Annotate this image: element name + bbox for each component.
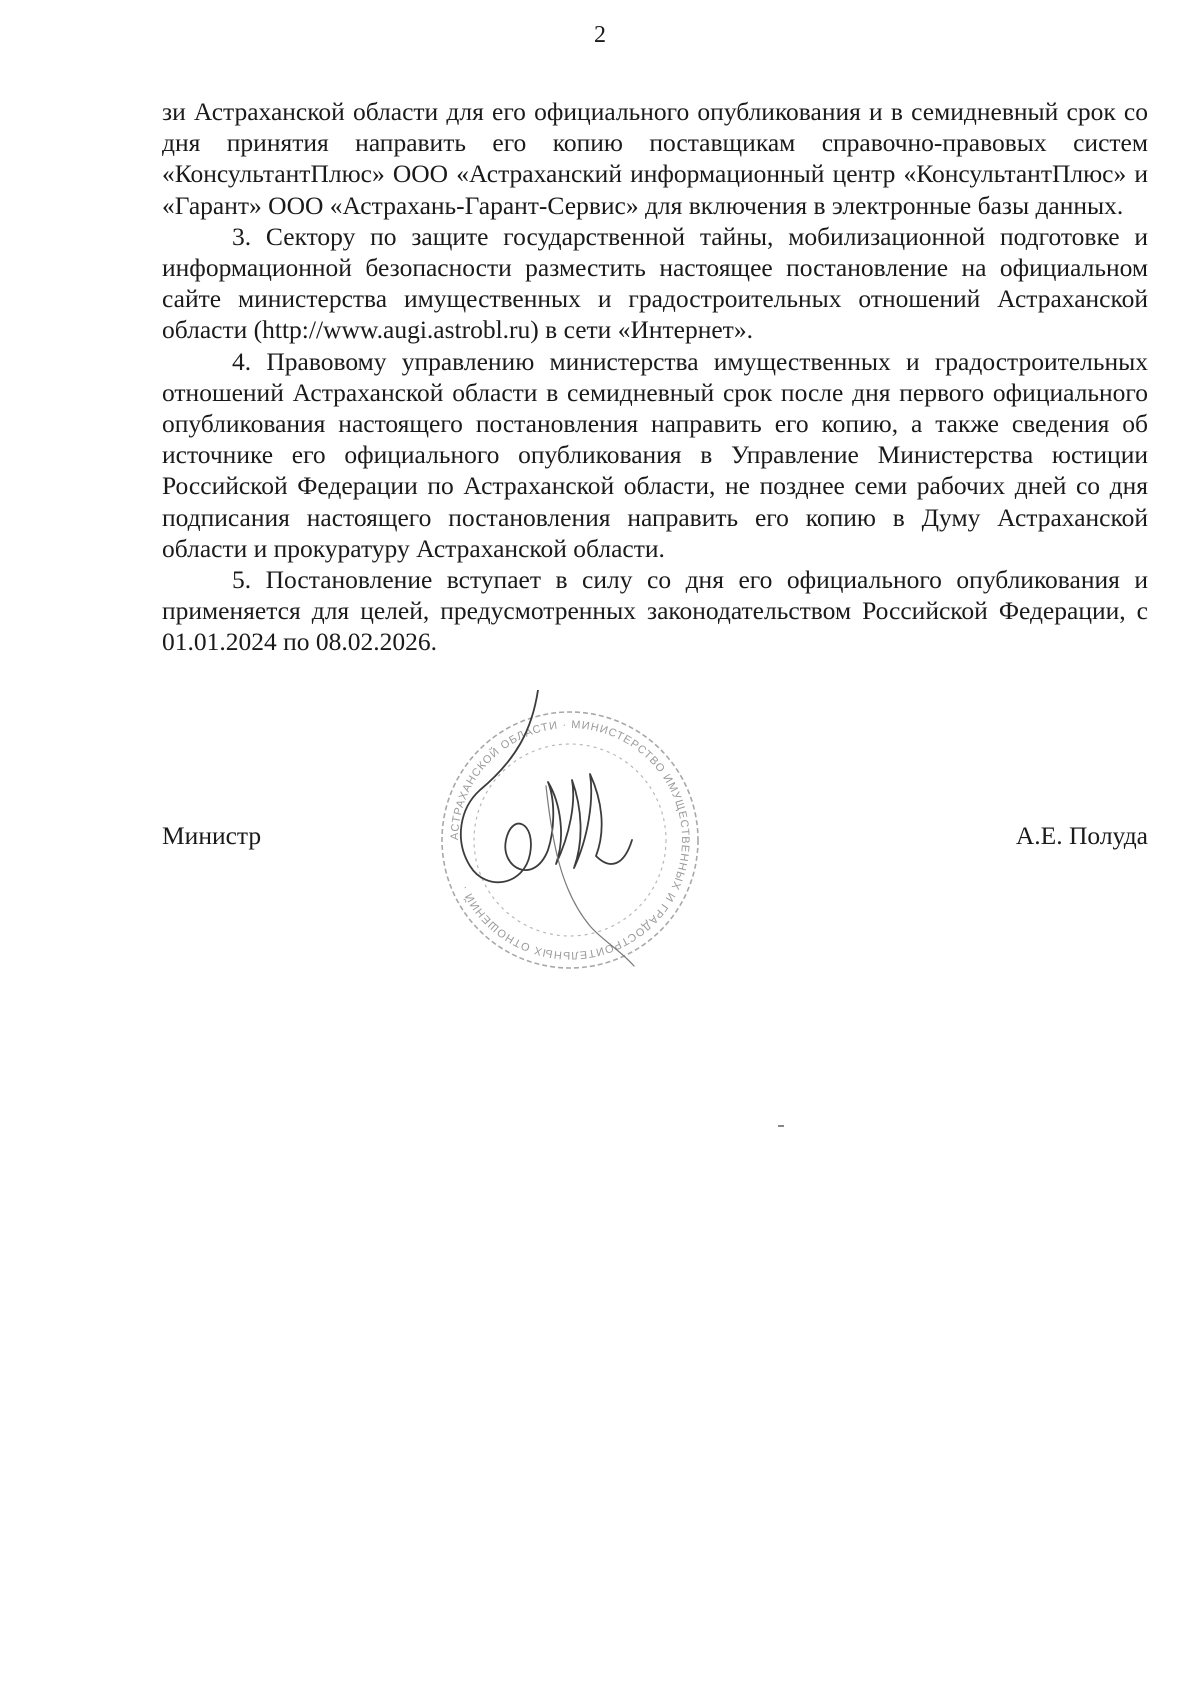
paragraph-continuation: зи Астраханской области для его официального опубликования и в семидневный срок со дня принятия направить его копию поставщикам справочно-правовых систем «КонсультантПлюс» ООО «Астраханский информационный центр «КонсультантПлюс» и «Гарант» ООО «Астрахань-Гарант-Сервис» для включения в электронные базы данных.	[162, 97, 1148, 220]
paragraph-item-4: 4. Правовому управлению министерства имущественных и градостроительных отношений Астраханской области в семидневный срок после дня первого официального опубликования настоящего постановления направить его копию, а также сведения об источнике его официального опубликования в Управление Министерства юстиции Российской Федерации по Астраханской области, не позднее семи рабочих дней со дня подписания настоящего постановления направить его копию в Думу Астраханской области и прокуратуру Астраханской области.	[162, 346, 1148, 563]
official-seal-with-signature	[420, 690, 720, 990]
seal-outer-ring	[442, 712, 698, 968]
seal-inner-ring	[474, 744, 666, 936]
paragraph-item-5: 5. Постановление вступает в силу со дня его официального опубликования и применяется для целей, предусмотренных законодательством Российской Федерации, с 01.01.2024 по 08.02.2026.	[162, 565, 1148, 657]
seal-ring-text: АСТРАХАНСКОЙ ОБЛАСТИ · МИНИСТЕРСТВО ИМУЩЕСТВЕННЫХ И ГРАДОСТРОИТЕЛЬНЫХ ОТНОШЕНИЙ ·	[448, 718, 692, 962]
document-body	[162, 96, 1148, 658]
paragraph-item-3: 3. Сектору по защите государственной тайны, мобилизационной подготовке и информационной безопасности разместить настоящее постановление на официальном сайте министерства имущественных и градостроительных отношений Астраханской области (http://www.augi.astrobl.ru) в сети «Интернет».	[162, 221, 1148, 345]
scan-speck	[778, 1125, 784, 1127]
signer-name: А.Е. Полуда	[1015, 821, 1148, 850]
signer-position: Министр	[162, 821, 262, 850]
page-number: 2	[594, 22, 606, 48]
